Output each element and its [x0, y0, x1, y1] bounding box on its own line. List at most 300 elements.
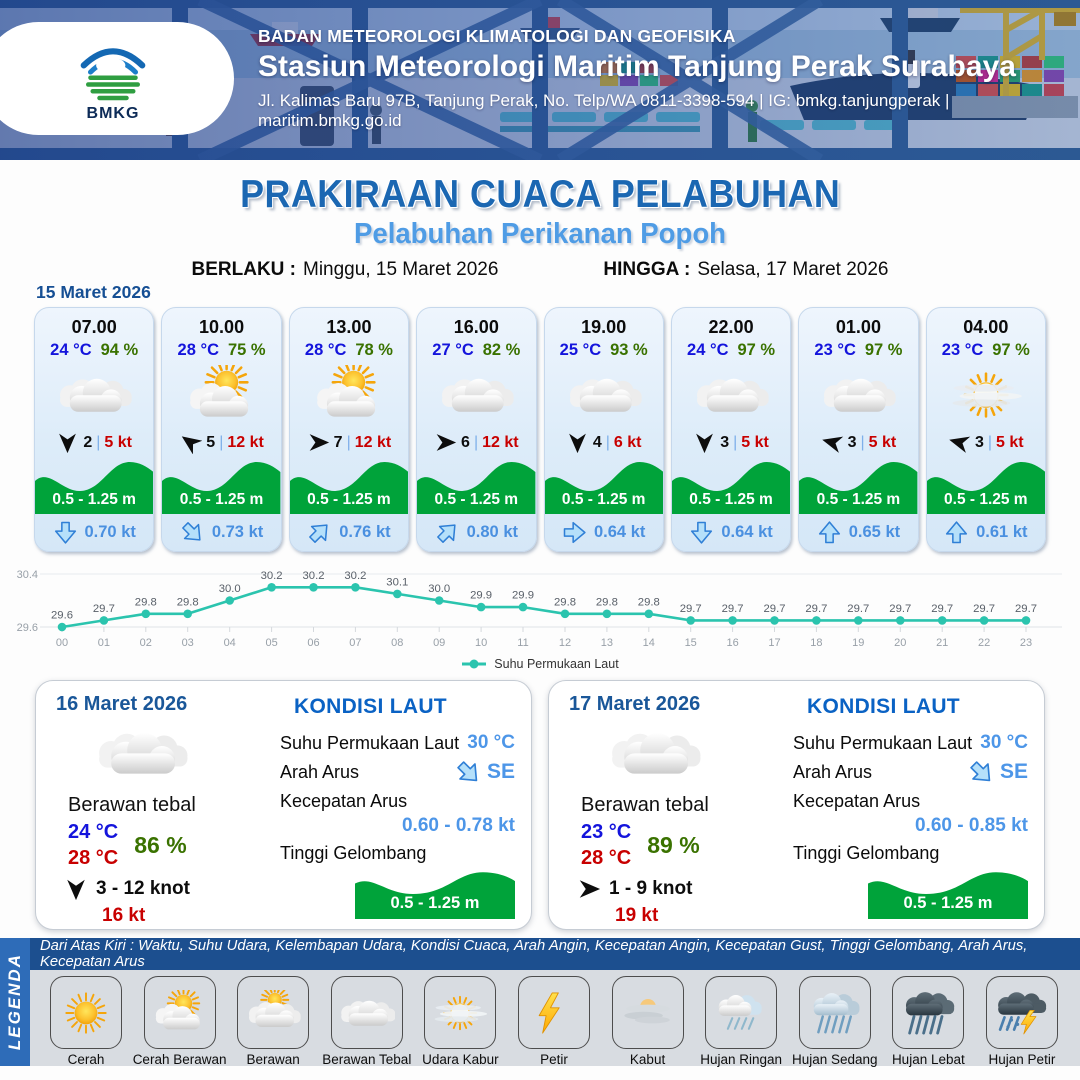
svg-text:11: 11 — [517, 637, 529, 649]
wind-direction-icon — [821, 431, 844, 454]
legend-item-label: Petir — [540, 1052, 568, 1067]
wind-row — [290, 431, 408, 454]
svg-text:29.7: 29.7 — [679, 602, 702, 615]
separator: | — [860, 433, 865, 451]
svg-text:29.9: 29.9 — [512, 589, 534, 602]
svg-text:14: 14 — [642, 637, 655, 649]
svg-text:10: 10 — [474, 637, 488, 649]
daily-card — [548, 680, 1045, 930]
petir-icon — [526, 990, 582, 1036]
legend-icon-box — [144, 976, 216, 1049]
current-row — [545, 514, 663, 551]
temps-row — [581, 819, 781, 871]
current-speed-value: 0.60 - 0.85 kt — [914, 815, 1028, 836]
gust-speed: 16 kt — [102, 905, 146, 926]
svg-text:20: 20 — [894, 637, 907, 649]
current-direction-icon — [435, 520, 460, 545]
time-label: 01.00 — [835, 317, 881, 337]
humidity: 89 % — [647, 831, 700, 858]
legend-item-label: Hujan Lebat — [891, 1052, 965, 1067]
wind-row — [35, 431, 153, 454]
legend-item-label: Hujan Petir — [988, 1052, 1056, 1067]
temp-max: 28 °C — [68, 847, 119, 869]
temp-humidity-row — [545, 341, 663, 360]
svg-text:29.8: 29.8 — [134, 596, 157, 609]
legend-item-label: Udara Kabur — [422, 1052, 499, 1067]
legend-marker-icon — [461, 659, 487, 669]
sst-label: Suhu Permukaan Laut — [793, 732, 973, 753]
sst-label: Suhu Permukaan Laut — [280, 732, 460, 753]
sea-conditions-column — [781, 693, 1028, 919]
svg-text:30.2: 30.2 — [260, 569, 283, 582]
legend-item-label: Berawan Tebal — [322, 1052, 412, 1067]
wind-direction-icon — [64, 877, 88, 901]
svg-text:13: 13 — [600, 637, 614, 649]
wind-speed: 7 — [333, 433, 343, 451]
legend-icon-box — [705, 976, 777, 1049]
wave-label: Tinggi Gelombang — [793, 842, 940, 863]
wave-height: 0.5 - 1.25 m — [179, 491, 264, 508]
svg-text:06: 06 — [307, 637, 320, 649]
hingga: HINGGA : Selasa, 17 Maret 2026 — [603, 259, 889, 280]
svg-text:03: 03 — [181, 637, 194, 649]
title-block — [0, 160, 1080, 280]
svg-text:30.2: 30.2 — [344, 569, 367, 582]
cerah-berawan-icon — [303, 365, 395, 425]
berawan-tebal-icon — [685, 365, 777, 425]
air-temp: 24 °C — [687, 341, 729, 359]
daily-weather-icon-wrap — [595, 716, 781, 792]
svg-text:29.9: 29.9 — [470, 589, 493, 602]
svg-text:29.8: 29.8 — [176, 596, 199, 609]
wind-speed: 3 — [847, 433, 857, 451]
current-dir-value: SE — [999, 760, 1028, 783]
current-row — [35, 514, 153, 551]
hujan-ringan-icon — [713, 990, 769, 1036]
legend-icon-box — [237, 976, 309, 1049]
legend-item — [978, 976, 1066, 1067]
wave-height-band — [355, 869, 515, 919]
cerah-berawan-icon — [152, 990, 208, 1036]
svg-text:30.1: 30.1 — [386, 576, 409, 589]
current-speed: 0.64 kt — [721, 523, 773, 541]
current-direction-icon — [817, 520, 842, 545]
forecast-card — [926, 307, 1046, 552]
gust-speed: 12 kt — [354, 433, 392, 451]
hujan-lebat-icon — [900, 990, 956, 1036]
current-row — [927, 514, 1045, 551]
wave-height-band — [927, 455, 1045, 514]
forecast-card — [34, 307, 154, 552]
wave-height-band — [799, 455, 917, 514]
forecast-card — [798, 307, 918, 552]
sea-conditions-heading: KONDISI LAUT — [294, 695, 447, 718]
hujan-petir-icon — [994, 990, 1050, 1036]
svg-text:12: 12 — [558, 637, 572, 649]
legend-item — [604, 976, 692, 1067]
svg-text:18: 18 — [810, 637, 823, 649]
svg-text:29.7: 29.7 — [721, 602, 744, 615]
berawan-tebal-icon — [595, 716, 713, 790]
wind-row — [417, 431, 535, 454]
current-speed-label: Kecepatan Arus — [280, 790, 408, 811]
wave-height-band — [35, 455, 153, 514]
svg-text:23: 23 — [1019, 637, 1033, 649]
svg-text:15: 15 — [684, 637, 697, 649]
svg-text:00: 00 — [55, 637, 69, 649]
legend-vertical-label: LEGENDA — [5, 953, 24, 1051]
wind-direction-icon — [566, 431, 589, 454]
daily-weather-icon-wrap — [82, 716, 268, 792]
legend-item — [791, 976, 879, 1067]
current-speed: 0.65 kt — [848, 523, 901, 541]
air-temp: 27 °C — [432, 341, 474, 359]
weather-icon-wrap — [927, 363, 1045, 427]
current-direction-icon — [307, 520, 332, 545]
wind-direction-icon — [56, 431, 79, 454]
berawan-tebal-icon — [339, 990, 395, 1036]
wave-height-band — [868, 869, 1028, 919]
wind-range: 1 - 9 knot — [609, 878, 693, 899]
legend-items-row — [30, 970, 1080, 1067]
air-temp: 23 °C — [941, 341, 984, 359]
current-direction-icon — [968, 759, 995, 786]
current-dir-label: Arah Arus — [793, 761, 873, 782]
legend-note-bar — [30, 938, 1080, 970]
chart-legend-label: Suhu Permukaan Laut — [494, 657, 619, 671]
weather-icon-wrap — [35, 363, 153, 427]
current-row — [799, 514, 917, 551]
udara-kabur-icon — [432, 990, 488, 1036]
gust-speed: 5 kt — [996, 433, 1024, 451]
current-speed-value: 0.60 - 0.78 kt — [401, 815, 515, 836]
wave-height-band — [417, 455, 535, 514]
legend-item-label: Kabut — [629, 1052, 666, 1067]
wind-row — [162, 431, 280, 454]
separator: | — [96, 433, 101, 451]
gust-speed: 6 kt — [613, 433, 642, 451]
legend-item — [229, 976, 317, 1067]
legend-icon-box — [518, 976, 590, 1049]
current-speed: 0.61 kt — [976, 523, 1028, 541]
temp-humidity-row — [417, 341, 535, 360]
condition-text: Berawan tebal — [68, 794, 196, 816]
humidity: 93 % — [610, 341, 648, 359]
forecast-date: 15 Maret 2026 — [36, 282, 151, 302]
svg-text:30.0: 30.0 — [428, 583, 451, 595]
svg-text:08: 08 — [391, 637, 404, 649]
svg-text:19: 19 — [852, 637, 865, 649]
daily-date: 17 Maret 2026 — [569, 693, 701, 715]
separator: | — [219, 433, 224, 451]
forecast-card — [544, 307, 664, 552]
bmkg-logo-text: BMKG — [86, 104, 140, 122]
sea-conditions-heading: KONDISI LAUT — [807, 695, 960, 718]
current-dir-value: SE — [486, 760, 515, 783]
wave-height: 0.5 - 1.25 m — [390, 894, 480, 912]
humidity: 86 % — [134, 831, 187, 858]
svg-text:29.6: 29.6 — [51, 609, 73, 622]
sst-chart-canvas[interactable] — [0, 558, 1080, 654]
weather-icon-wrap — [290, 363, 408, 427]
humidity: 75 % — [227, 341, 266, 359]
svg-text:05: 05 — [265, 637, 278, 649]
legend-item — [697, 976, 785, 1067]
air-temp: 28 °C — [304, 341, 347, 359]
legend-item — [132, 976, 227, 1067]
legend-item-label: Hujan Ringan — [700, 1052, 783, 1067]
temp-min: 24 °C — [68, 821, 119, 843]
weather-icon-wrap — [799, 363, 917, 427]
legend-item-label: Cerah Berawan — [132, 1052, 227, 1067]
gust-speed: 5 kt — [741, 433, 769, 451]
current-direction-icon — [180, 520, 205, 545]
separator: | — [987, 433, 993, 451]
current-speed: 0.64 kt — [594, 523, 646, 541]
wave-height-band — [290, 455, 408, 514]
current-direction-icon — [455, 759, 482, 786]
legend-icon-box — [612, 976, 684, 1049]
svg-text:29.7: 29.7 — [1015, 602, 1037, 615]
wave-height: 0.5 - 1.25 m — [307, 491, 391, 508]
humidity: 97 % — [992, 341, 1030, 359]
forecast-card — [289, 307, 409, 552]
daily-cards-row — [0, 680, 1080, 930]
bmkg-logo — [0, 22, 234, 135]
air-temp: 23 °C — [814, 341, 856, 359]
page-subtitle: Pelabuhan Perikanan Popoh — [353, 218, 727, 250]
forecast-card — [671, 307, 791, 552]
legend-item — [510, 976, 598, 1067]
legend-item — [416, 976, 504, 1067]
svg-text:29.7: 29.7 — [847, 602, 870, 615]
wind-row — [545, 431, 663, 454]
temp-humidity-row — [927, 341, 1045, 360]
wind-direction-icon — [577, 877, 601, 901]
berawan-tebal-icon — [48, 365, 140, 425]
station-name: Stasiun Meteorologi Maritim Tanjung Perak Surabaya — [258, 50, 1016, 83]
legend-section — [0, 938, 1080, 1066]
time-label: 10.00 — [199, 317, 245, 337]
separator: | — [346, 433, 351, 451]
berawan-tebal-icon — [82, 716, 200, 790]
wind-direction-icon — [434, 431, 457, 454]
svg-text:29.7: 29.7 — [889, 602, 912, 615]
daily-weather-column — [569, 693, 781, 926]
daily-date: 16 Maret 2026 — [56, 693, 188, 715]
current-row — [417, 514, 535, 551]
page-title: PRAKIRAAN CUACA PELABUHAN — [239, 173, 841, 216]
separator: | — [473, 433, 479, 451]
air-temp: 28 °C — [177, 341, 219, 359]
wind-speed: 6 — [461, 433, 470, 451]
svg-text:02: 02 — [139, 637, 152, 649]
current-speed: 0.70 kt — [84, 523, 136, 541]
svg-text:22: 22 — [977, 637, 991, 649]
current-direction-icon — [944, 520, 969, 545]
temp-humidity-row — [35, 341, 153, 360]
validity-row — [0, 259, 1080, 281]
temp-humidity-row — [162, 341, 280, 360]
wave-height-band — [162, 455, 280, 514]
weather-icon-wrap — [672, 363, 790, 427]
daily-weather-column — [56, 693, 268, 926]
legend-item — [323, 976, 411, 1067]
time-label: 16.00 — [453, 317, 499, 337]
svg-text:30.4: 30.4 — [16, 569, 38, 581]
humidity: 97 % — [737, 341, 776, 359]
svg-text:29.8: 29.8 — [637, 596, 660, 609]
wind-speed: 2 — [83, 433, 93, 451]
weather-icon-wrap — [545, 363, 663, 427]
berlaku: BERLAKU : Minggu, 15 Maret 2026 — [191, 259, 499, 280]
svg-text:29.7: 29.7 — [92, 602, 115, 615]
wind-direction-icon — [948, 431, 971, 454]
cerah-berawan-icon — [176, 365, 268, 425]
current-row — [672, 514, 790, 551]
svg-text:29.6: 29.6 — [16, 622, 38, 634]
wind-direction-icon — [693, 431, 716, 454]
humidity: 94 % — [100, 341, 139, 359]
wave-height: 0.5 - 1.25 m — [52, 491, 136, 508]
separator: | — [605, 433, 610, 451]
svg-text:29.8: 29.8 — [595, 596, 618, 609]
chart-legend[interactable] — [0, 654, 1080, 674]
bmkg-emblem-icon — [77, 35, 149, 107]
cerah-icon — [58, 990, 114, 1036]
svg-text:16: 16 — [726, 637, 739, 649]
svg-text:07: 07 — [349, 637, 362, 649]
wind-range: 3 - 12 knot — [96, 878, 190, 899]
berawan-tebal-icon — [812, 365, 904, 425]
wave-height: 0.5 - 1.25 m — [944, 491, 1028, 508]
header — [0, 0, 1080, 160]
current-row — [162, 514, 280, 551]
current-direction-icon — [53, 520, 78, 545]
wave-height: 0.5 - 1.25 m — [689, 491, 773, 508]
weather-icon-wrap — [162, 363, 280, 427]
legend-vertical-strip — [0, 938, 30, 1066]
svg-text:30.2: 30.2 — [302, 569, 325, 582]
current-direction-icon — [562, 520, 587, 545]
svg-text:29.7: 29.7 — [931, 602, 954, 615]
separator: | — [733, 433, 738, 451]
legend-item — [884, 976, 972, 1067]
wind-direction-icon — [179, 431, 202, 454]
wave-height-band — [545, 455, 663, 514]
wave-height: 0.5 - 1.25 m — [434, 491, 519, 508]
berawan-icon — [245, 990, 301, 1036]
air-temp: 24 °C — [50, 341, 92, 359]
svg-text:17: 17 — [768, 637, 781, 649]
svg-text:29.7: 29.7 — [763, 602, 786, 615]
svg-text:21: 21 — [936, 637, 949, 649]
wind-speed: 5 — [206, 433, 216, 451]
legend-icon-box — [986, 976, 1058, 1049]
wave-height-band — [672, 455, 790, 514]
legend-icon-box — [799, 976, 871, 1049]
gust-speed: 5 kt — [104, 433, 132, 451]
legend-icon-box — [331, 976, 403, 1049]
berawan-tebal-icon — [430, 365, 522, 425]
contact-line: Jl. Kalimas Baru 97B, Tanjung Perak, No. Telp/WA 0811-3398-594 | IG: bmkg.tanjungperak | maritim.bmkg.go.id — [258, 91, 950, 130]
wind-row — [64, 877, 268, 901]
wave-label: Tinggi Gelombang — [280, 842, 427, 863]
legend-item-label: Cerah — [67, 1052, 105, 1067]
svg-text:09: 09 — [433, 637, 446, 649]
forecast-card — [161, 307, 281, 552]
wind-speed: 4 — [592, 433, 602, 451]
condition-text: Berawan tebal — [581, 794, 709, 816]
hourly-cards-row — [0, 307, 1080, 552]
temp-humidity-row — [799, 341, 917, 360]
humidity: 97 % — [864, 341, 903, 359]
wind-row — [672, 431, 790, 454]
svg-text:30.0: 30.0 — [218, 583, 241, 595]
temp-humidity-row — [290, 341, 408, 360]
svg-text:01: 01 — [97, 637, 111, 649]
wind-speed: 3 — [720, 433, 730, 451]
udara-kabur-icon — [940, 365, 1032, 425]
berawan-tebal-icon — [558, 365, 650, 425]
temps-row — [68, 819, 268, 871]
wind-row — [577, 877, 781, 901]
current-speed: 0.73 kt — [211, 523, 264, 541]
current-speed: 0.80 kt — [466, 523, 518, 541]
current-speed-label: Kecepatan Arus — [793, 790, 921, 811]
sst-chart — [0, 558, 1080, 674]
agency-name: BADAN METEOROLOGI KLIMATOLOGI DAN GEOFISIKA — [258, 26, 736, 46]
sea-conditions-column — [268, 693, 515, 919]
daily-card — [35, 680, 532, 930]
weather-icon-wrap — [417, 363, 535, 427]
sst-value: 30 °C — [980, 732, 1028, 753]
svg-text:29.7: 29.7 — [805, 602, 828, 615]
wind-row — [799, 431, 917, 454]
gust-speed: 12 kt — [227, 433, 264, 451]
svg-text:29.7: 29.7 — [973, 602, 996, 615]
time-label: 13.00 — [326, 317, 372, 337]
legend-item-label: Berawan — [246, 1052, 300, 1067]
legend-icon-box — [424, 976, 496, 1049]
time-label: 22.00 — [708, 317, 754, 337]
svg-text:04: 04 — [223, 637, 236, 649]
legend-icon-box — [892, 976, 964, 1049]
time-label: 04.00 — [963, 317, 1009, 337]
wave-height: 0.5 - 1.25 m — [561, 491, 646, 508]
current-dir-label: Arah Arus — [280, 761, 360, 782]
wind-speed: 3 — [974, 433, 984, 451]
wind-direction-icon — [307, 431, 330, 454]
gust-speed: 19 kt — [615, 905, 659, 926]
legend-item — [42, 976, 130, 1067]
svg-text:29.8: 29.8 — [554, 596, 576, 609]
kabut-icon — [620, 990, 676, 1036]
temp-max: 28 °C — [581, 847, 632, 869]
hujan-sedang-icon — [807, 990, 863, 1036]
legend-note: Dari Atas Kiri : Waktu, Suhu Udara, Kelembapan Udara, Kondisi Cuaca, Arah Angin, Kecepatan Angin, Kecepatan Gust, Tinggi Gelombang, Arah Arus, Kecepatan Arus — [40, 938, 1028, 970]
wave-height: 0.5 - 1.25 m — [903, 894, 993, 912]
air-temp: 25 °C — [559, 341, 602, 359]
current-row — [290, 514, 408, 551]
humidity: 82 % — [482, 341, 521, 359]
time-label: 19.00 — [581, 317, 627, 337]
current-speed: 0.76 kt — [339, 523, 391, 541]
sst-value: 30 °C — [467, 732, 515, 753]
wind-row — [927, 431, 1045, 454]
legend-item-label: Hujan Sedang — [791, 1052, 878, 1067]
humidity: 78 % — [355, 341, 393, 359]
